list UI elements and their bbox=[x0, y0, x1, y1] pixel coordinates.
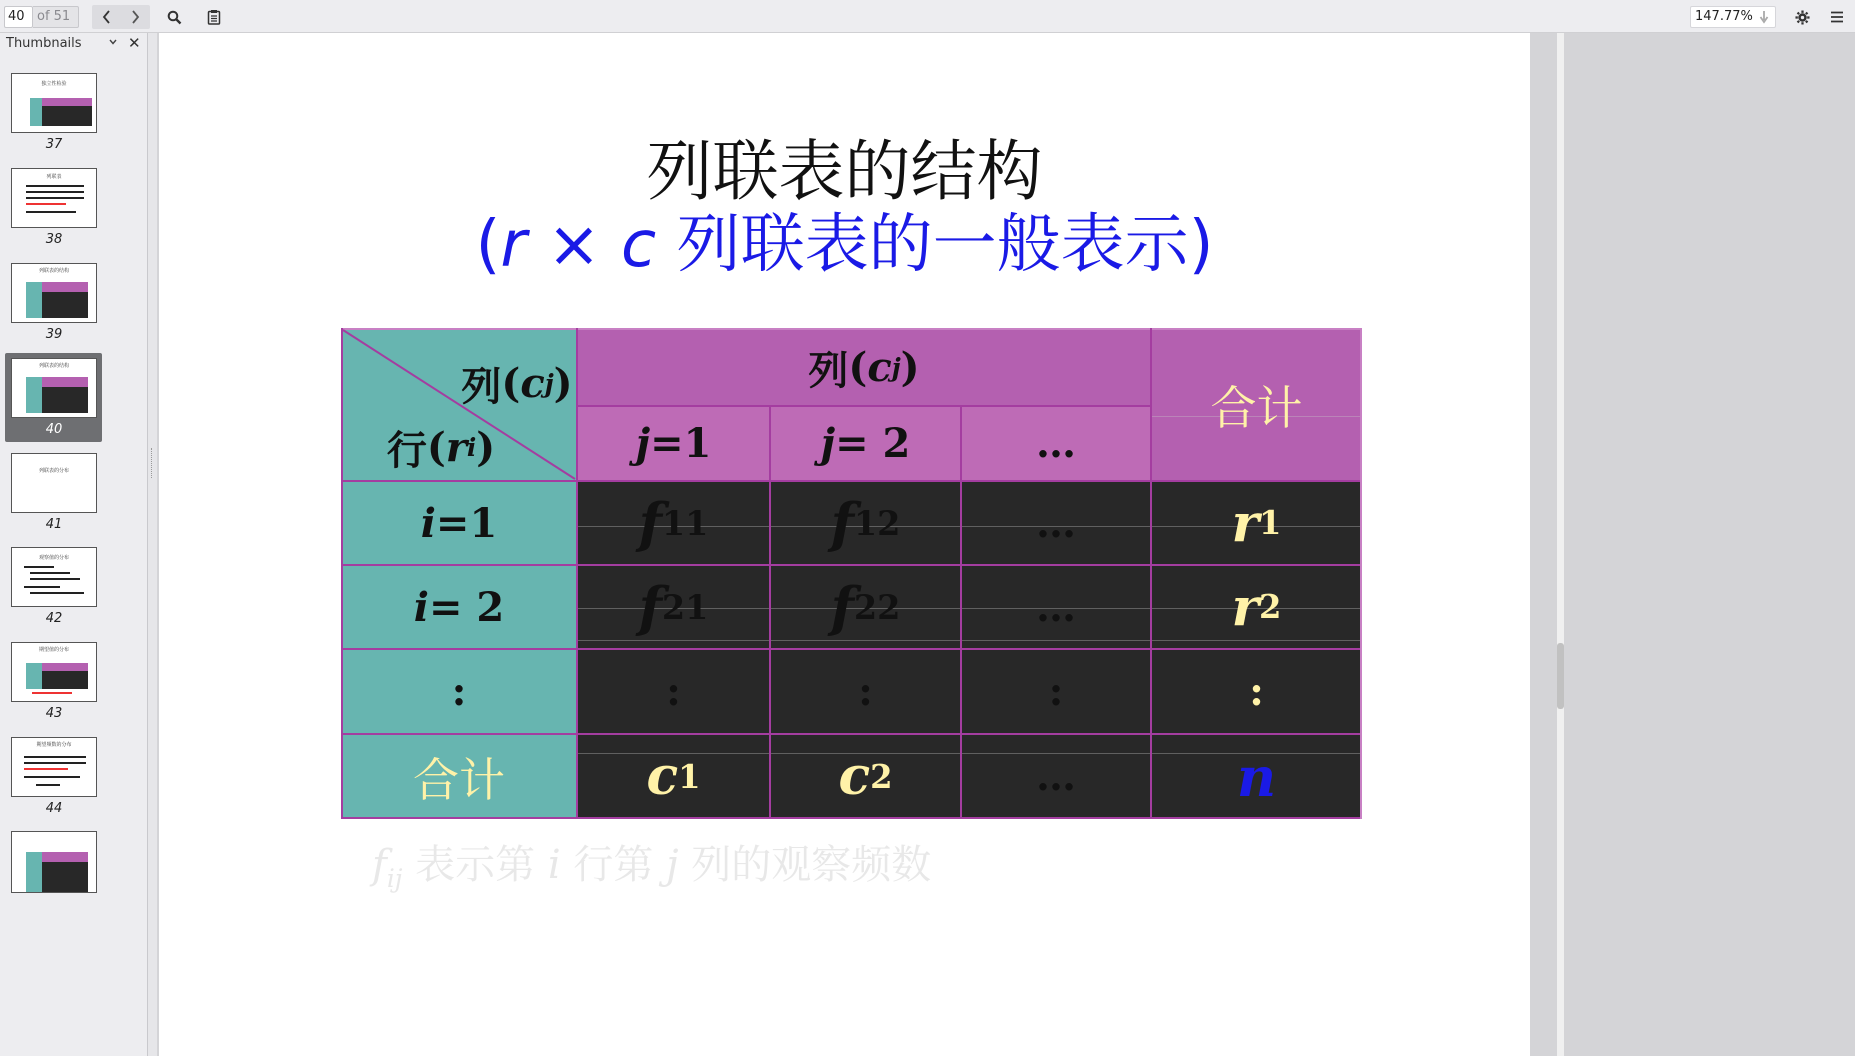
cell-c2: c 2 bbox=[838, 746, 893, 807]
thumbnail-38-title: 列联表 bbox=[46, 174, 62, 180]
gear-icon bbox=[1795, 10, 1810, 25]
zoom-select[interactable] bbox=[1690, 6, 1776, 28]
next-page-button[interactable] bbox=[120, 5, 150, 29]
total-column-header: 合计 bbox=[1210, 380, 1303, 435]
cell-c1: c 1 bbox=[646, 746, 701, 807]
thumbnail-label: 42 bbox=[45, 611, 63, 626]
cell-r1: r 1 bbox=[1231, 492, 1282, 554]
thumbnail-43-title: 期望值的分布 bbox=[38, 647, 69, 653]
hamburger-menu-icon bbox=[1830, 11, 1844, 23]
cell-f22: f 22 bbox=[830, 575, 901, 639]
toolbar bbox=[0, 0, 1855, 33]
thumbnail-45[interactable] bbox=[11, 831, 97, 893]
thumbnail-42[interactable] bbox=[11, 547, 97, 607]
thumbnail-label: 38 bbox=[45, 232, 63, 247]
thumbnail-42-title: 观察值的分布 bbox=[38, 555, 69, 561]
cell-n: n bbox=[1236, 744, 1277, 809]
thumbnail-37[interactable] bbox=[11, 73, 97, 133]
column-j2-header: j = 2 bbox=[820, 420, 911, 467]
zoom-value: 147.77% bbox=[1695, 9, 1753, 24]
settings-button[interactable] bbox=[1787, 5, 1817, 29]
column-more-header: … bbox=[1036, 420, 1076, 467]
thumbnails-sidebar bbox=[0, 33, 148, 1056]
thumbnail-39-title: 列联表的结构 bbox=[38, 268, 69, 274]
page-number-input[interactable]: 40 bbox=[4, 6, 33, 28]
cell-row2-more: … bbox=[1036, 583, 1076, 631]
search-button[interactable] bbox=[159, 5, 189, 29]
corner-row-label: 行 ( r i ) bbox=[386, 423, 496, 474]
close-icon[interactable]: ✕ bbox=[128, 34, 141, 52]
thumbnail-43[interactable] bbox=[11, 642, 97, 702]
thumbnail-label: 39 bbox=[45, 327, 63, 342]
cell-row1-more: … bbox=[1036, 499, 1076, 547]
cell-dots-2: : bbox=[858, 668, 873, 715]
annotations-button[interactable] bbox=[199, 5, 229, 29]
slide-title: 列联表的结构 bbox=[646, 133, 1043, 210]
cell-dots-total: : bbox=[1249, 668, 1264, 715]
cell-dots-1: : bbox=[666, 668, 681, 715]
cell-total-more: … bbox=[1036, 753, 1076, 800]
slide-page bbox=[159, 33, 1530, 1056]
menu-button[interactable] bbox=[1822, 5, 1852, 29]
slide-footnote: $f_{ij}$ 表示第 i 行第 j 列的观察频数 bbox=[372, 842, 932, 893]
previous-page-button[interactable] bbox=[92, 5, 122, 29]
thumbnail-40-title: 列联表的结构 bbox=[38, 363, 69, 369]
clipboard-icon bbox=[207, 9, 221, 25]
cell-f11: f 11 bbox=[638, 491, 709, 555]
row-i2-header: i = 2 bbox=[413, 583, 505, 631]
total-row-header: 合计 bbox=[413, 752, 505, 807]
thumbnail-41[interactable] bbox=[11, 453, 97, 513]
thumbnail-label: 41 bbox=[45, 517, 63, 532]
thumbnail-37-title: 独立性检验 bbox=[41, 81, 67, 87]
row-dots-header: : bbox=[451, 668, 467, 715]
search-icon bbox=[167, 10, 182, 25]
cell-dots-3: : bbox=[1048, 668, 1064, 715]
chevron-right-icon bbox=[130, 10, 140, 24]
row-i1-header: i =1 bbox=[420, 499, 498, 547]
chevron-down-icon[interactable] bbox=[108, 37, 118, 47]
page-total-label: of 51 bbox=[33, 6, 79, 28]
document-viewer bbox=[157, 33, 1855, 1056]
cell-r2: r 2 bbox=[1231, 576, 1282, 638]
sidebar-header bbox=[0, 33, 147, 55]
thumbnail-label: 44 bbox=[45, 801, 63, 816]
slide-subtitle: (r × c 列联表的一般表示) bbox=[475, 208, 1214, 282]
column-j1-header: j =1 bbox=[635, 420, 712, 467]
cell-f12: f 12 bbox=[830, 491, 901, 555]
thumbnail-44[interactable] bbox=[11, 737, 97, 797]
thumbnail-label: 43 bbox=[45, 706, 63, 721]
resizer-grip bbox=[151, 448, 155, 478]
thumbnail-41-title: 列联表的分布 bbox=[38, 468, 69, 474]
chevron-left-icon bbox=[102, 10, 112, 24]
cell-f21: f 21 bbox=[638, 575, 709, 639]
thumbnail-44-title: 期望频数的分布 bbox=[36, 742, 72, 748]
thumbnail-label: 37 bbox=[45, 137, 63, 152]
thumbnail-39[interactable] bbox=[11, 263, 97, 323]
vertical-scrollbar[interactable] bbox=[1557, 33, 1564, 1056]
scrollbar-thumb[interactable] bbox=[1557, 643, 1564, 709]
sidebar-resizer[interactable] bbox=[148, 33, 157, 1056]
thumbnail-38[interactable] bbox=[11, 168, 97, 228]
column-variable-header: 列 ( c j ) bbox=[808, 343, 920, 394]
arrow-down-icon bbox=[1759, 10, 1769, 24]
corner-column-label: 列 ( c j ) bbox=[461, 359, 573, 410]
thumbnail-label: 40 bbox=[45, 422, 63, 437]
thumbnail-40[interactable] bbox=[11, 358, 97, 418]
sidebar-title: Thumbnails bbox=[6, 36, 82, 51]
contingency-table bbox=[341, 328, 1362, 819]
